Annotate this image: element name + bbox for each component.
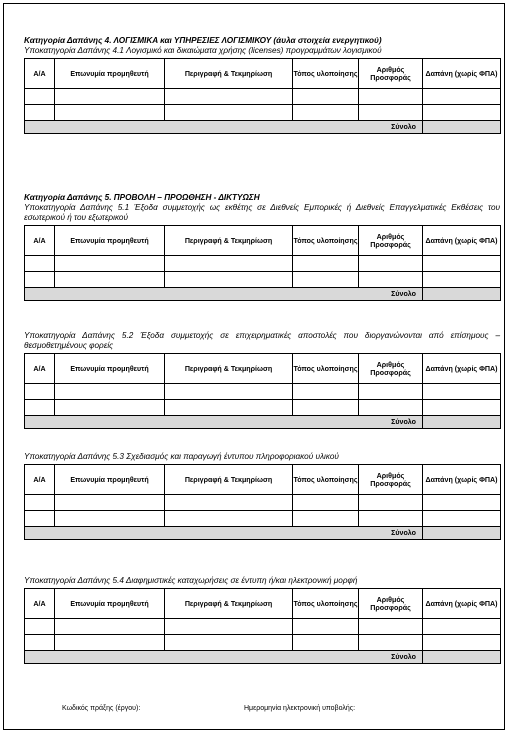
header-expense: Δαπάνη (χωρίς ΦΠΑ)	[423, 59, 501, 89]
table-cell[interactable]	[25, 635, 55, 651]
table-cell[interactable]	[25, 105, 55, 121]
table-cell[interactable]	[25, 511, 55, 527]
table-cell[interactable]	[359, 635, 423, 651]
table-cell[interactable]	[55, 384, 165, 400]
table-row[interactable]	[25, 89, 501, 105]
total-value-cell[interactable]	[423, 527, 501, 540]
subcategory-heading: Υποκατηγορία Δαπάνης 5.1 Έξοδα συμμετοχής ως εκθέτης σε Διεθνείς Εμπορικές ή Διεθνείς Επαγγελματικές Εκθέσεις του εσωτερικού ή του εξωτερικού	[24, 203, 500, 222]
table-cell[interactable]	[293, 105, 359, 121]
header-description: Περιγραφή & Τεκμηρίωση	[165, 59, 293, 89]
table-row[interactable]	[25, 635, 501, 651]
table-cell[interactable]	[293, 511, 359, 527]
header-offer-number: Αριθμός Προσφοράς	[359, 589, 423, 619]
table-row[interactable]	[25, 105, 501, 121]
total-row	[25, 288, 501, 301]
table-cell[interactable]	[359, 384, 423, 400]
table-cell[interactable]	[25, 384, 55, 400]
table-cell[interactable]	[293, 400, 359, 416]
table-cell[interactable]	[55, 635, 165, 651]
header-offer-number: Αριθμός Προσφοράς	[359, 59, 423, 89]
table-cell[interactable]	[55, 619, 165, 635]
expense-table	[24, 353, 501, 429]
header-supplier: Επωνυμία προμηθευτή	[55, 589, 165, 619]
total-row	[25, 651, 501, 664]
subcategory-heading: Υποκατηγορία Δαπάνης 5.3 Σχεδιασμός και παραγωγή έντυπου πληροφοριακού υλικού	[24, 452, 339, 461]
table-header-row	[25, 465, 501, 495]
header-aa: Α/Α	[25, 354, 55, 384]
expense-table	[24, 225, 501, 301]
table-header-row	[25, 226, 501, 256]
table-row[interactable]	[25, 495, 501, 511]
table-row[interactable]	[25, 384, 501, 400]
table-cell[interactable]	[293, 272, 359, 288]
total-value-cell[interactable]	[423, 121, 501, 134]
header-expense: Δαπάνη (χωρίς ΦΠΑ)	[423, 354, 501, 384]
header-offer-number: Αριθμός Προσφοράς	[359, 354, 423, 384]
table-row[interactable]	[25, 511, 501, 527]
table-cell[interactable]	[423, 105, 501, 121]
table-cell[interactable]	[165, 511, 293, 527]
subcategory-heading: Υποκατηγορία Δαπάνης 5.2 Έξοδα συμμετοχής σε επιχειρηματικές αποστολές που διοργανώνονται από επίσημους – θεσμοθετημένους φορείς	[24, 331, 500, 350]
table-cell[interactable]	[423, 89, 501, 105]
table-cell[interactable]	[165, 635, 293, 651]
section-4-1	[24, 36, 500, 134]
header-location: Τόπος υλοποίησης	[293, 589, 359, 619]
header-description: Περιγραφή & Τεκμηρίωση	[165, 465, 293, 495]
category-heading: Κατηγορία Δαπάνης 5. ΠΡΟΒΟΛΗ – ΠΡΟΩΘΗΣΗ - ΔΙΚΤΥΩΣΗ	[24, 193, 260, 202]
total-label: Σύνολο	[25, 288, 423, 301]
header-supplier: Επωνυμία προμηθευτή	[55, 59, 165, 89]
table-cell[interactable]	[25, 495, 55, 511]
table-cell[interactable]	[423, 635, 501, 651]
table-header-row	[25, 59, 501, 89]
table-cell[interactable]	[359, 256, 423, 272]
table-cell[interactable]	[165, 384, 293, 400]
subcategory-heading: Υποκατηγορία Δαπάνης 5.4 Διαφημιστικές καταχωρήσεις σε έντυπη ή/και ηλεκτρονική μορφή	[24, 576, 358, 585]
table-cell[interactable]	[293, 384, 359, 400]
table-cell[interactable]	[55, 89, 165, 105]
section-5-3	[24, 452, 500, 540]
header-aa: Α/Α	[25, 59, 55, 89]
header-expense: Δαπάνη (χωρίς ΦΠΑ)	[423, 589, 501, 619]
table-cell[interactable]	[423, 272, 501, 288]
table-cell[interactable]	[55, 511, 165, 527]
total-value-cell[interactable]	[423, 416, 501, 429]
total-label: Σύνολο	[25, 527, 423, 540]
header-location: Τόπος υλοποίησης	[293, 465, 359, 495]
total-value-cell[interactable]	[423, 288, 501, 301]
total-label: Σύνολο	[25, 121, 423, 134]
table-cell[interactable]	[423, 384, 501, 400]
total-value-cell[interactable]	[423, 651, 501, 664]
table-cell[interactable]	[293, 89, 359, 105]
section-5-2	[24, 331, 500, 429]
table-cell[interactable]	[55, 256, 165, 272]
header-offer-number: Αριθμός Προσφοράς	[359, 226, 423, 256]
table-cell[interactable]	[55, 272, 165, 288]
table-cell[interactable]	[55, 105, 165, 121]
table-cell[interactable]	[165, 272, 293, 288]
header-description: Περιγραφή & Τεκμηρίωση	[165, 226, 293, 256]
header-location: Τόπος υλοποίησης	[293, 226, 359, 256]
table-cell[interactable]	[423, 400, 501, 416]
header-location: Τόπος υλοποίησης	[293, 59, 359, 89]
subcategory-heading: Υποκατηγορία Δαπάνης 4.1 Λογισμικό και δικαιώματα χρήσης (licenses) προγραμμάτων λογισμικού	[24, 46, 382, 55]
total-label: Σύνολο	[25, 651, 423, 664]
table-cell[interactable]	[25, 619, 55, 635]
table-cell[interactable]	[165, 619, 293, 635]
table-header-row	[25, 589, 501, 619]
section-5-1	[24, 193, 500, 301]
header-location: Τόπος υλοποίησης	[293, 354, 359, 384]
table-row[interactable]	[25, 256, 501, 272]
table-cell[interactable]	[423, 511, 501, 527]
header-supplier: Επωνυμία προμηθευτή	[55, 226, 165, 256]
table-cell[interactable]	[55, 400, 165, 416]
header-aa: Α/Α	[25, 589, 55, 619]
header-description: Περιγραφή & Τεκμηρίωση	[165, 589, 293, 619]
table-cell[interactable]	[359, 511, 423, 527]
header-aa: Α/Α	[25, 226, 55, 256]
table-cell[interactable]	[165, 89, 293, 105]
table-cell[interactable]	[423, 619, 501, 635]
total-row	[25, 527, 501, 540]
table-row[interactable]	[25, 272, 501, 288]
table-cell[interactable]	[25, 256, 55, 272]
expense-table	[24, 464, 501, 540]
header-expense: Δαπάνη (χωρίς ΦΠΑ)	[423, 465, 501, 495]
table-cell[interactable]	[293, 619, 359, 635]
total-label: Σύνολο	[25, 416, 423, 429]
table-cell[interactable]	[25, 89, 55, 105]
header-aa: Α/Α	[25, 465, 55, 495]
table-cell[interactable]	[359, 105, 423, 121]
header-expense: Δαπάνη (χωρίς ΦΠΑ)	[423, 226, 501, 256]
header-supplier: Επωνυμία προμηθευτή	[55, 465, 165, 495]
table-cell[interactable]	[293, 256, 359, 272]
total-row	[25, 416, 501, 429]
table-cell[interactable]	[165, 495, 293, 511]
table-cell[interactable]	[293, 495, 359, 511]
section-5-4	[24, 576, 500, 664]
table-cell[interactable]	[55, 495, 165, 511]
table-cell[interactable]	[25, 272, 55, 288]
table-cell[interactable]	[359, 272, 423, 288]
table-cell[interactable]	[359, 89, 423, 105]
expense-table	[24, 588, 501, 664]
header-description: Περιγραφή & Τεκμηρίωση	[165, 354, 293, 384]
table-cell[interactable]	[165, 400, 293, 416]
total-row	[25, 121, 501, 134]
table-row[interactable]	[25, 400, 501, 416]
header-supplier: Επωνυμία προμηθευτή	[55, 354, 165, 384]
expense-table	[24, 58, 501, 134]
table-row[interactable]	[25, 619, 501, 635]
project-code-label: Κωδικός πράξης (έργου):	[62, 705, 141, 712]
table-cell[interactable]	[359, 400, 423, 416]
table-cell[interactable]	[165, 256, 293, 272]
header-offer-number: Αριθμός Προσφοράς	[359, 465, 423, 495]
table-cell[interactable]	[359, 619, 423, 635]
submission-date-label: Ημερομηνία ηλεκτρονική υποβολής:	[244, 705, 356, 712]
table-cell[interactable]	[165, 105, 293, 121]
table-cell[interactable]	[423, 256, 501, 272]
table-cell[interactable]	[423, 495, 501, 511]
table-header-row	[25, 354, 501, 384]
table-cell[interactable]	[359, 495, 423, 511]
category-heading: Κατηγορία Δαπάνης 4. ΛΟΓΙΣΜΙΚΑ και ΥΠΗΡΕΣΙΕΣ ΛΟΓΙΣΜΙΚΟΥ (άυλα στοιχεία ενεργητικού)	[24, 36, 382, 45]
table-cell[interactable]	[293, 635, 359, 651]
table-cell[interactable]	[25, 400, 55, 416]
